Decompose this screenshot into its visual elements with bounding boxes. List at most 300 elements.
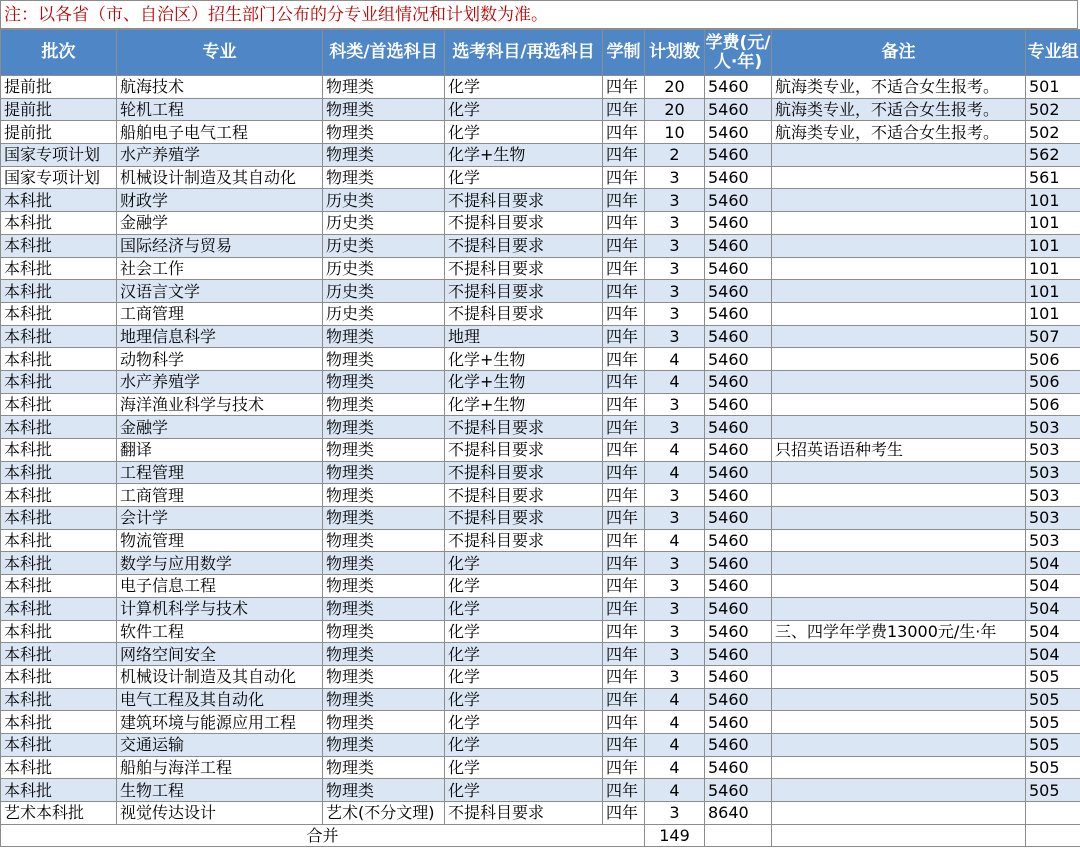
table-row <box>1 575 1080 598</box>
major-group-cell: 505 <box>1026 688 1080 711</box>
batch-cell: 本科批 <box>1 348 117 371</box>
table-note: 注：以各省（市、自治区）招生部门公布的分专业组情况和计划数为准。 <box>0 0 1078 29</box>
tuition-cell: 5460 <box>705 620 772 643</box>
plan-count-cell: 3 <box>645 302 705 325</box>
plan-count-cell: 3 <box>645 620 705 643</box>
duration-cell: 四年 <box>603 779 645 802</box>
tuition-cell: 5460 <box>705 733 772 756</box>
major-group-cell: 101 <box>1026 234 1080 257</box>
elective-subjects-cell: 化学 <box>445 711 603 734</box>
duration-cell: 四年 <box>603 212 645 235</box>
major-cell: 计算机科学与技术 <box>117 597 323 620</box>
elective-subjects-cell: 不提科目要求 <box>445 439 603 462</box>
batch-cell: 本科批 <box>1 461 117 484</box>
major-cell: 工商管理 <box>117 484 323 507</box>
tuition-cell: 5460 <box>705 302 772 325</box>
batch-cell: 国家专项计划 <box>1 166 117 189</box>
major-cell: 水产养殖学 <box>117 370 323 393</box>
elective-subjects-cell: 化学 <box>445 665 603 688</box>
major-group-cell: 504 <box>1026 597 1080 620</box>
elective-subjects-cell: 化学 <box>445 643 603 666</box>
elective-subjects-cell: 化学 <box>445 620 603 643</box>
duration-cell: 四年 <box>603 189 645 212</box>
major-cell: 工商管理 <box>117 302 323 325</box>
batch-cell: 本科批 <box>1 370 117 393</box>
table-row <box>1 507 1080 530</box>
elective-subjects-cell: 不提科目要求 <box>445 416 603 439</box>
tuition-cell: 5460 <box>705 665 772 688</box>
enrollment-plan-table <box>0 29 1080 847</box>
batch-cell: 本科批 <box>1 189 117 212</box>
remarks-cell <box>772 711 1026 734</box>
tuition-cell: 5460 <box>705 597 772 620</box>
batch-cell: 提前批 <box>1 98 117 121</box>
elective-subjects-cell: 不提科目要求 <box>445 507 603 530</box>
table-header-row <box>1 30 1080 76</box>
duration-cell: 四年 <box>603 234 645 257</box>
remarks-cell <box>772 234 1026 257</box>
batch-cell: 国家专项计划 <box>1 144 117 167</box>
table-row <box>1 756 1080 779</box>
elective-subjects-cell: 不提科目要求 <box>445 189 603 212</box>
table-row <box>1 461 1080 484</box>
duration-cell: 四年 <box>603 552 645 575</box>
plan-count-cell: 3 <box>645 597 705 620</box>
empty-cell <box>705 824 772 847</box>
tuition-cell: 5460 <box>705 643 772 666</box>
header-subject-category: 科类/首选科目 <box>323 30 445 76</box>
table-row <box>1 779 1080 802</box>
header-duration: 学制 <box>603 30 645 76</box>
batch-cell: 本科批 <box>1 212 117 235</box>
header-elective-subjects: 选考科目/再选科目 <box>445 30 603 76</box>
subject-category-cell: 物理类 <box>323 76 445 99</box>
subject-category-cell: 物理类 <box>323 665 445 688</box>
table-row <box>1 802 1080 825</box>
tuition-cell: 5460 <box>705 552 772 575</box>
empty-cell <box>772 824 1026 847</box>
subject-category-cell: 物理类 <box>323 620 445 643</box>
plan-count-cell: 20 <box>645 76 705 99</box>
plan-count-cell: 4 <box>645 733 705 756</box>
subject-category-cell: 物理类 <box>323 507 445 530</box>
duration-cell: 四年 <box>603 76 645 99</box>
tuition-cell: 5460 <box>705 779 772 802</box>
batch-cell: 本科批 <box>1 620 117 643</box>
plan-count-cell: 3 <box>645 575 705 598</box>
major-cell: 国际经济与贸易 <box>117 234 323 257</box>
major-group-cell: 502 <box>1026 98 1080 121</box>
batch-cell: 艺术本科批 <box>1 802 117 825</box>
major-cell: 航海技术 <box>117 76 323 99</box>
plan-count-cell: 4 <box>645 529 705 552</box>
major-cell: 船舶与海洋工程 <box>117 756 323 779</box>
table-row <box>1 665 1080 688</box>
elective-subjects-cell: 不提科目要求 <box>445 529 603 552</box>
duration-cell: 四年 <box>603 733 645 756</box>
duration-cell: 四年 <box>603 461 645 484</box>
subject-category-cell: 历史类 <box>323 302 445 325</box>
duration-cell: 四年 <box>603 620 645 643</box>
total-plan-count: 149 <box>645 824 705 847</box>
major-cell: 地理信息科学 <box>117 325 323 348</box>
duration-cell: 四年 <box>603 802 645 825</box>
tuition-cell: 5460 <box>705 121 772 144</box>
remarks-cell: 只招英语语种考生 <box>772 439 1026 462</box>
table-row <box>1 393 1080 416</box>
table-row <box>1 643 1080 666</box>
tuition-cell: 5460 <box>705 166 772 189</box>
plan-count-cell: 3 <box>645 507 705 530</box>
elective-subjects-cell: 化学 <box>445 552 603 575</box>
plan-count-cell: 4 <box>645 370 705 393</box>
plan-count-cell: 4 <box>645 461 705 484</box>
plan-count-cell: 4 <box>645 756 705 779</box>
duration-cell: 四年 <box>603 121 645 144</box>
tuition-cell: 5460 <box>705 688 772 711</box>
elective-subjects-cell: 化学+生物 <box>445 144 603 167</box>
major-cell: 电子信息工程 <box>117 575 323 598</box>
remarks-cell <box>772 212 1026 235</box>
batch-cell: 本科批 <box>1 552 117 575</box>
major-cell: 会计学 <box>117 507 323 530</box>
batch-cell: 本科批 <box>1 325 117 348</box>
batch-cell: 本科批 <box>1 665 117 688</box>
plan-count-cell: 4 <box>645 711 705 734</box>
duration-cell: 四年 <box>603 348 645 371</box>
subject-category-cell: 历史类 <box>323 257 445 280</box>
batch-cell: 本科批 <box>1 575 117 598</box>
duration-cell: 四年 <box>603 756 645 779</box>
major-group-cell: 505 <box>1026 733 1080 756</box>
duration-cell: 四年 <box>603 98 645 121</box>
plan-count-cell: 3 <box>645 325 705 348</box>
duration-cell: 四年 <box>603 484 645 507</box>
major-group-cell: 503 <box>1026 439 1080 462</box>
empty-cell <box>1026 824 1080 847</box>
elective-subjects-cell: 化学 <box>445 98 603 121</box>
table-row <box>1 234 1080 257</box>
remarks-cell <box>772 552 1026 575</box>
major-cell: 物流管理 <box>117 529 323 552</box>
plan-count-cell: 3 <box>645 802 705 825</box>
header-tuition: 学费(元/人·年) <box>705 30 772 76</box>
header-remarks: 备注 <box>772 30 1026 76</box>
major-group-cell: 503 <box>1026 484 1080 507</box>
table-row <box>1 212 1080 235</box>
total-label: 合并 <box>1 824 645 847</box>
major-cell: 水产养殖学 <box>117 144 323 167</box>
batch-cell: 本科批 <box>1 257 117 280</box>
table-row <box>1 711 1080 734</box>
plan-count-cell: 4 <box>645 439 705 462</box>
major-group-cell: 101 <box>1026 280 1080 303</box>
tuition-cell: 5460 <box>705 393 772 416</box>
subject-category-cell: 物理类 <box>323 166 445 189</box>
batch-cell: 本科批 <box>1 597 117 620</box>
subject-category-cell: 物理类 <box>323 484 445 507</box>
subject-category-cell: 物理类 <box>323 121 445 144</box>
major-cell: 数学与应用数学 <box>117 552 323 575</box>
batch-cell: 本科批 <box>1 688 117 711</box>
major-cell: 社会工作 <box>117 257 323 280</box>
major-group-cell: 101 <box>1026 189 1080 212</box>
major-cell: 轮机工程 <box>117 98 323 121</box>
batch-cell: 提前批 <box>1 76 117 99</box>
elective-subjects-cell: 化学 <box>445 597 603 620</box>
table-row <box>1 529 1080 552</box>
table-row <box>1 733 1080 756</box>
elective-subjects-cell: 化学 <box>445 733 603 756</box>
subject-category-cell: 物理类 <box>323 325 445 348</box>
major-cell: 金融学 <box>117 416 323 439</box>
major-cell: 网络空间安全 <box>117 643 323 666</box>
duration-cell: 四年 <box>603 325 645 348</box>
header-batch: 批次 <box>1 30 117 76</box>
elective-subjects-cell: 化学+生物 <box>445 370 603 393</box>
elective-subjects-cell: 化学 <box>445 121 603 144</box>
major-group-cell: 561 <box>1026 166 1080 189</box>
tuition-cell: 5460 <box>705 257 772 280</box>
duration-cell: 四年 <box>603 144 645 167</box>
header-major-group: 专业组 <box>1026 30 1080 76</box>
remarks-cell <box>772 416 1026 439</box>
table-row <box>1 76 1080 99</box>
remarks-cell <box>772 257 1026 280</box>
total-row <box>1 824 1080 847</box>
plan-count-cell: 3 <box>645 552 705 575</box>
batch-cell: 本科批 <box>1 484 117 507</box>
remarks-cell <box>772 348 1026 371</box>
duration-cell: 四年 <box>603 393 645 416</box>
subject-category-cell: 物理类 <box>323 98 445 121</box>
remarks-cell: 三、四学年学费13000元/生·年 <box>772 620 1026 643</box>
batch-cell: 本科批 <box>1 756 117 779</box>
batch-cell: 本科批 <box>1 302 117 325</box>
elective-subjects-cell: 化学 <box>445 779 603 802</box>
duration-cell: 四年 <box>603 257 645 280</box>
tuition-cell: 5460 <box>705 507 772 530</box>
tuition-cell: 5460 <box>705 325 772 348</box>
major-group-cell: 504 <box>1026 620 1080 643</box>
tuition-cell: 5460 <box>705 212 772 235</box>
remarks-cell <box>772 280 1026 303</box>
plan-count-cell: 3 <box>645 189 705 212</box>
elective-subjects-cell: 化学+生物 <box>445 348 603 371</box>
duration-cell: 四年 <box>603 416 645 439</box>
subject-category-cell: 物理类 <box>323 370 445 393</box>
major-cell: 船舶电子电气工程 <box>117 121 323 144</box>
major-group-cell: 503 <box>1026 507 1080 530</box>
duration-cell: 四年 <box>603 688 645 711</box>
remarks-cell: 航海类专业，不适合女生报考。 <box>772 98 1026 121</box>
major-group-cell: 506 <box>1026 348 1080 371</box>
duration-cell: 四年 <box>603 302 645 325</box>
plan-count-cell: 4 <box>645 688 705 711</box>
remarks-cell <box>772 688 1026 711</box>
table-row <box>1 484 1080 507</box>
major-cell: 翻译 <box>117 439 323 462</box>
elective-subjects-cell: 不提科目要求 <box>445 257 603 280</box>
major-cell: 软件工程 <box>117 620 323 643</box>
remarks-cell <box>772 302 1026 325</box>
tuition-cell: 5460 <box>705 461 772 484</box>
elective-subjects-cell: 不提科目要求 <box>445 802 603 825</box>
table-row <box>1 325 1080 348</box>
major-cell: 海洋渔业科学与技术 <box>117 393 323 416</box>
table-row <box>1 597 1080 620</box>
tuition-cell: 5460 <box>705 234 772 257</box>
major-cell: 交通运输 <box>117 733 323 756</box>
remarks-cell <box>772 144 1026 167</box>
major-group-cell: 503 <box>1026 461 1080 484</box>
batch-cell: 本科批 <box>1 711 117 734</box>
remarks-cell: 航海类专业，不适合女生报考。 <box>772 121 1026 144</box>
plan-count-cell: 3 <box>645 280 705 303</box>
subject-category-cell: 物理类 <box>323 575 445 598</box>
table-row <box>1 257 1080 280</box>
subject-category-cell: 物理类 <box>323 552 445 575</box>
major-group-cell: 505 <box>1026 779 1080 802</box>
major-cell: 生物工程 <box>117 779 323 802</box>
subject-category-cell: 艺术(不分文理) <box>323 802 445 825</box>
major-group-cell <box>1026 802 1080 825</box>
remarks-cell <box>772 597 1026 620</box>
table-row <box>1 348 1080 371</box>
batch-cell: 本科批 <box>1 507 117 530</box>
tuition-cell: 5460 <box>705 370 772 393</box>
major-cell: 电气工程及其自动化 <box>117 688 323 711</box>
major-cell: 汉语言文学 <box>117 280 323 303</box>
batch-cell: 本科批 <box>1 529 117 552</box>
remarks-cell <box>772 189 1026 212</box>
remarks-cell <box>772 370 1026 393</box>
duration-cell: 四年 <box>603 529 645 552</box>
duration-cell: 四年 <box>603 507 645 530</box>
batch-cell: 本科批 <box>1 439 117 462</box>
elective-subjects-cell: 化学 <box>445 575 603 598</box>
elective-subjects-cell: 不提科目要求 <box>445 302 603 325</box>
major-cell: 机械设计制造及其自动化 <box>117 665 323 688</box>
plan-count-cell: 3 <box>645 416 705 439</box>
elective-subjects-cell: 化学 <box>445 76 603 99</box>
elective-subjects-cell: 化学 <box>445 756 603 779</box>
major-group-cell: 101 <box>1026 302 1080 325</box>
tuition-cell: 5460 <box>705 756 772 779</box>
elective-subjects-cell: 化学+生物 <box>445 393 603 416</box>
subject-category-cell: 历史类 <box>323 280 445 303</box>
major-cell: 金融学 <box>117 212 323 235</box>
plan-count-cell: 4 <box>645 779 705 802</box>
major-group-cell: 503 <box>1026 416 1080 439</box>
subject-category-cell: 物理类 <box>323 529 445 552</box>
remarks-cell <box>772 643 1026 666</box>
duration-cell: 四年 <box>603 643 645 666</box>
duration-cell: 四年 <box>603 711 645 734</box>
subject-category-cell: 物理类 <box>323 779 445 802</box>
tuition-cell: 5460 <box>705 529 772 552</box>
table-row <box>1 439 1080 462</box>
elective-subjects-cell: 不提科目要求 <box>445 234 603 257</box>
tuition-cell: 5460 <box>705 144 772 167</box>
remarks-cell <box>772 166 1026 189</box>
plan-count-cell: 3 <box>645 234 705 257</box>
table-row <box>1 688 1080 711</box>
subject-category-cell: 物理类 <box>323 756 445 779</box>
tuition-cell: 5460 <box>705 189 772 212</box>
plan-count-cell: 3 <box>645 257 705 280</box>
major-group-cell: 507 <box>1026 325 1080 348</box>
major-group-cell: 504 <box>1026 643 1080 666</box>
subject-category-cell: 物理类 <box>323 711 445 734</box>
remarks-cell: 航海类专业，不适合女生报考。 <box>772 76 1026 99</box>
plan-count-cell: 3 <box>645 484 705 507</box>
remarks-cell <box>772 325 1026 348</box>
plan-count-cell: 10 <box>645 121 705 144</box>
subject-category-cell: 物理类 <box>323 416 445 439</box>
table-row <box>1 620 1080 643</box>
table-row <box>1 121 1080 144</box>
tuition-cell: 5460 <box>705 416 772 439</box>
duration-cell: 四年 <box>603 597 645 620</box>
remarks-cell <box>772 575 1026 598</box>
elective-subjects-cell: 不提科目要求 <box>445 484 603 507</box>
tuition-cell: 5460 <box>705 348 772 371</box>
remarks-cell <box>772 802 1026 825</box>
duration-cell: 四年 <box>603 166 645 189</box>
table-row <box>1 552 1080 575</box>
subject-category-cell: 物理类 <box>323 733 445 756</box>
table-row <box>1 370 1080 393</box>
remarks-cell <box>772 484 1026 507</box>
major-cell: 建筑环境与能源应用工程 <box>117 711 323 734</box>
major-group-cell: 101 <box>1026 212 1080 235</box>
major-group-cell: 502 <box>1026 121 1080 144</box>
plan-count-cell: 20 <box>645 98 705 121</box>
remarks-cell <box>772 393 1026 416</box>
major-group-cell: 504 <box>1026 575 1080 598</box>
plan-count-cell: 3 <box>645 212 705 235</box>
major-group-cell: 505 <box>1026 665 1080 688</box>
remarks-cell <box>772 507 1026 530</box>
major-group-cell: 506 <box>1026 370 1080 393</box>
tuition-cell: 5460 <box>705 439 772 462</box>
remarks-cell <box>772 733 1026 756</box>
duration-cell: 四年 <box>603 280 645 303</box>
major-group-cell: 503 <box>1026 529 1080 552</box>
header-plan-count: 计划数 <box>645 30 705 76</box>
batch-cell: 本科批 <box>1 643 117 666</box>
table-row <box>1 166 1080 189</box>
table-row <box>1 280 1080 303</box>
tuition-cell: 5460 <box>705 76 772 99</box>
duration-cell: 四年 <box>603 575 645 598</box>
tuition-cell: 5460 <box>705 484 772 507</box>
elective-subjects-cell: 化学 <box>445 166 603 189</box>
batch-cell: 本科批 <box>1 393 117 416</box>
batch-cell: 本科批 <box>1 416 117 439</box>
major-cell: 视觉传达设计 <box>117 802 323 825</box>
major-group-cell: 506 <box>1026 393 1080 416</box>
subject-category-cell: 物理类 <box>323 643 445 666</box>
remarks-cell <box>772 756 1026 779</box>
subject-category-cell: 物理类 <box>323 393 445 416</box>
major-cell: 机械设计制造及其自动化 <box>117 166 323 189</box>
remarks-cell <box>772 529 1026 552</box>
header-major: 专业 <box>117 30 323 76</box>
subject-category-cell: 历史类 <box>323 234 445 257</box>
batch-cell: 本科批 <box>1 733 117 756</box>
